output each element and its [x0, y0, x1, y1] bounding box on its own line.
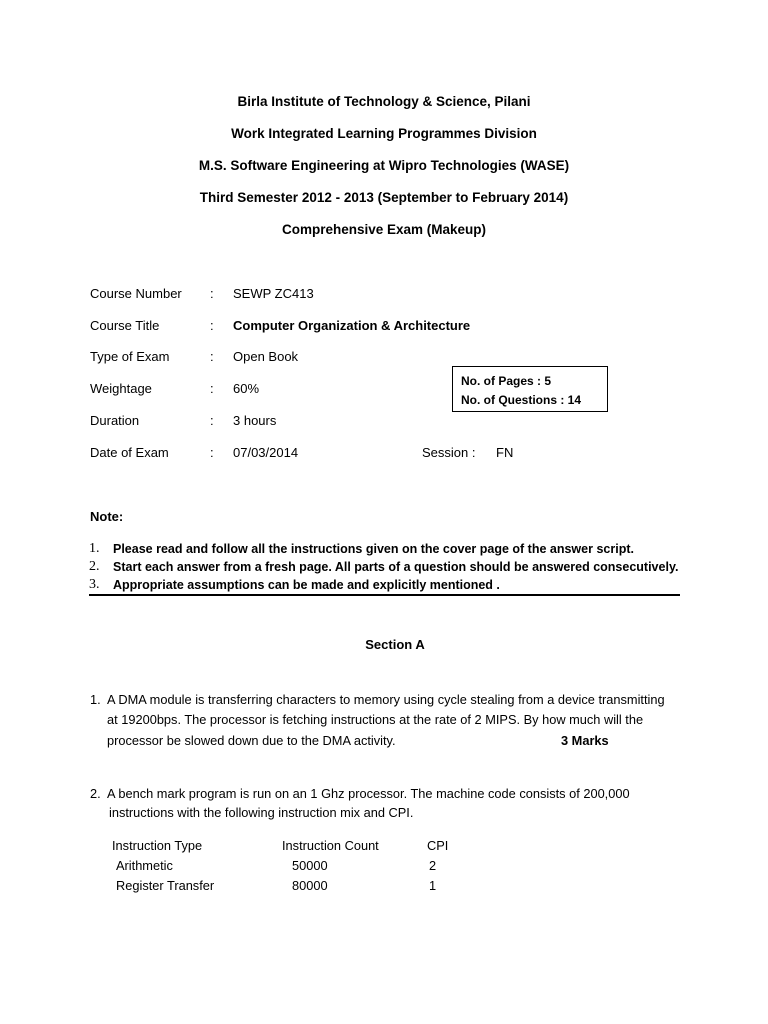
question-1-marks: 3 Marks	[561, 733, 609, 748]
note-item: Appropriate assumptions can be made and explicitly mentioned .	[113, 578, 500, 592]
session-label: Session :	[422, 445, 476, 460]
table-header: Instruction Type	[112, 838, 203, 853]
note-title: Note:	[90, 509, 124, 524]
colon: :	[210, 349, 214, 364]
table-cell: Register Transfer	[116, 878, 215, 893]
question-2-line: A bench mark program is run on an 1 Ghz processor. The machine code consists of 200,000	[107, 786, 630, 801]
exam-type-value: Open Book	[233, 349, 299, 364]
division-name: Work Integrated Learning Programmes Division	[231, 126, 537, 141]
question-1-line: processor be slowed down due to the DMA activity.	[107, 733, 396, 748]
divider-line	[89, 594, 680, 596]
weightage-label: Weightage	[90, 381, 152, 396]
course-number-label: Course Number	[90, 286, 182, 301]
institute-name: Birla Institute of Technology & Science, Pilani	[237, 94, 531, 109]
table-cell: 2	[429, 858, 437, 873]
colon: :	[210, 413, 214, 428]
table-cell: 50000	[292, 858, 328, 873]
table-cell: 80000	[292, 878, 328, 893]
section-heading: Section A	[365, 637, 425, 652]
semester-line: Third Semester 2012 - 2013 (September to February 2014)	[199, 190, 569, 205]
pages-questions-box	[452, 366, 608, 412]
question-1-line: at 19200bps. The processor is fetching instructions at the rate of 2 MIPS. By how much will the	[107, 712, 644, 727]
question-1-line: A DMA module is transferring characters to memory using cycle stealing from a device transmitting	[107, 692, 665, 707]
table-cell: Arithmetic	[116, 858, 173, 873]
table-header: Instruction Count	[282, 838, 379, 853]
programme-name: M.S. Software Engineering at Wipro Technologies (WASE)	[198, 158, 570, 173]
question-2-line: instructions with the following instruction mix and CPI.	[109, 805, 414, 820]
note-item: Please read and follow all the instructions given on the cover page of the answer script.	[113, 542, 634, 556]
table-cell: 1	[429, 878, 437, 893]
note-number: 2.	[89, 559, 100, 574]
session-value: FN	[496, 445, 514, 460]
exam-date-label: Date of Exam	[90, 445, 169, 460]
exam-date-value: 07/03/2014	[233, 445, 299, 460]
question-number: 1.	[90, 692, 101, 707]
course-title-label: Course Title	[90, 318, 160, 333]
note-number: 3.	[89, 577, 100, 592]
course-number-value: SEWP ZC413	[233, 286, 314, 301]
colon: :	[210, 381, 214, 396]
pages-count: No. of Pages : 5	[461, 374, 552, 388]
course-title-value: Computer Organization & Architecture	[233, 318, 471, 333]
exam-type-label: Type of Exam	[90, 349, 170, 364]
colon: :	[210, 445, 214, 460]
colon: :	[210, 286, 214, 301]
duration-label: Duration	[90, 413, 140, 428]
exam-title: Comprehensive Exam (Makeup)	[281, 222, 487, 237]
table-header: CPI	[427, 838, 449, 853]
question-number: 2.	[90, 786, 101, 801]
duration-value: 3 hours	[233, 413, 277, 428]
note-item: Start each answer from a fresh page. All parts of a question should be answered consecutively.	[113, 560, 679, 574]
colon: :	[210, 318, 214, 333]
weightage-value: 60%	[233, 381, 260, 396]
questions-count: No. of Questions : 14	[461, 393, 582, 407]
note-number: 1.	[89, 541, 100, 556]
